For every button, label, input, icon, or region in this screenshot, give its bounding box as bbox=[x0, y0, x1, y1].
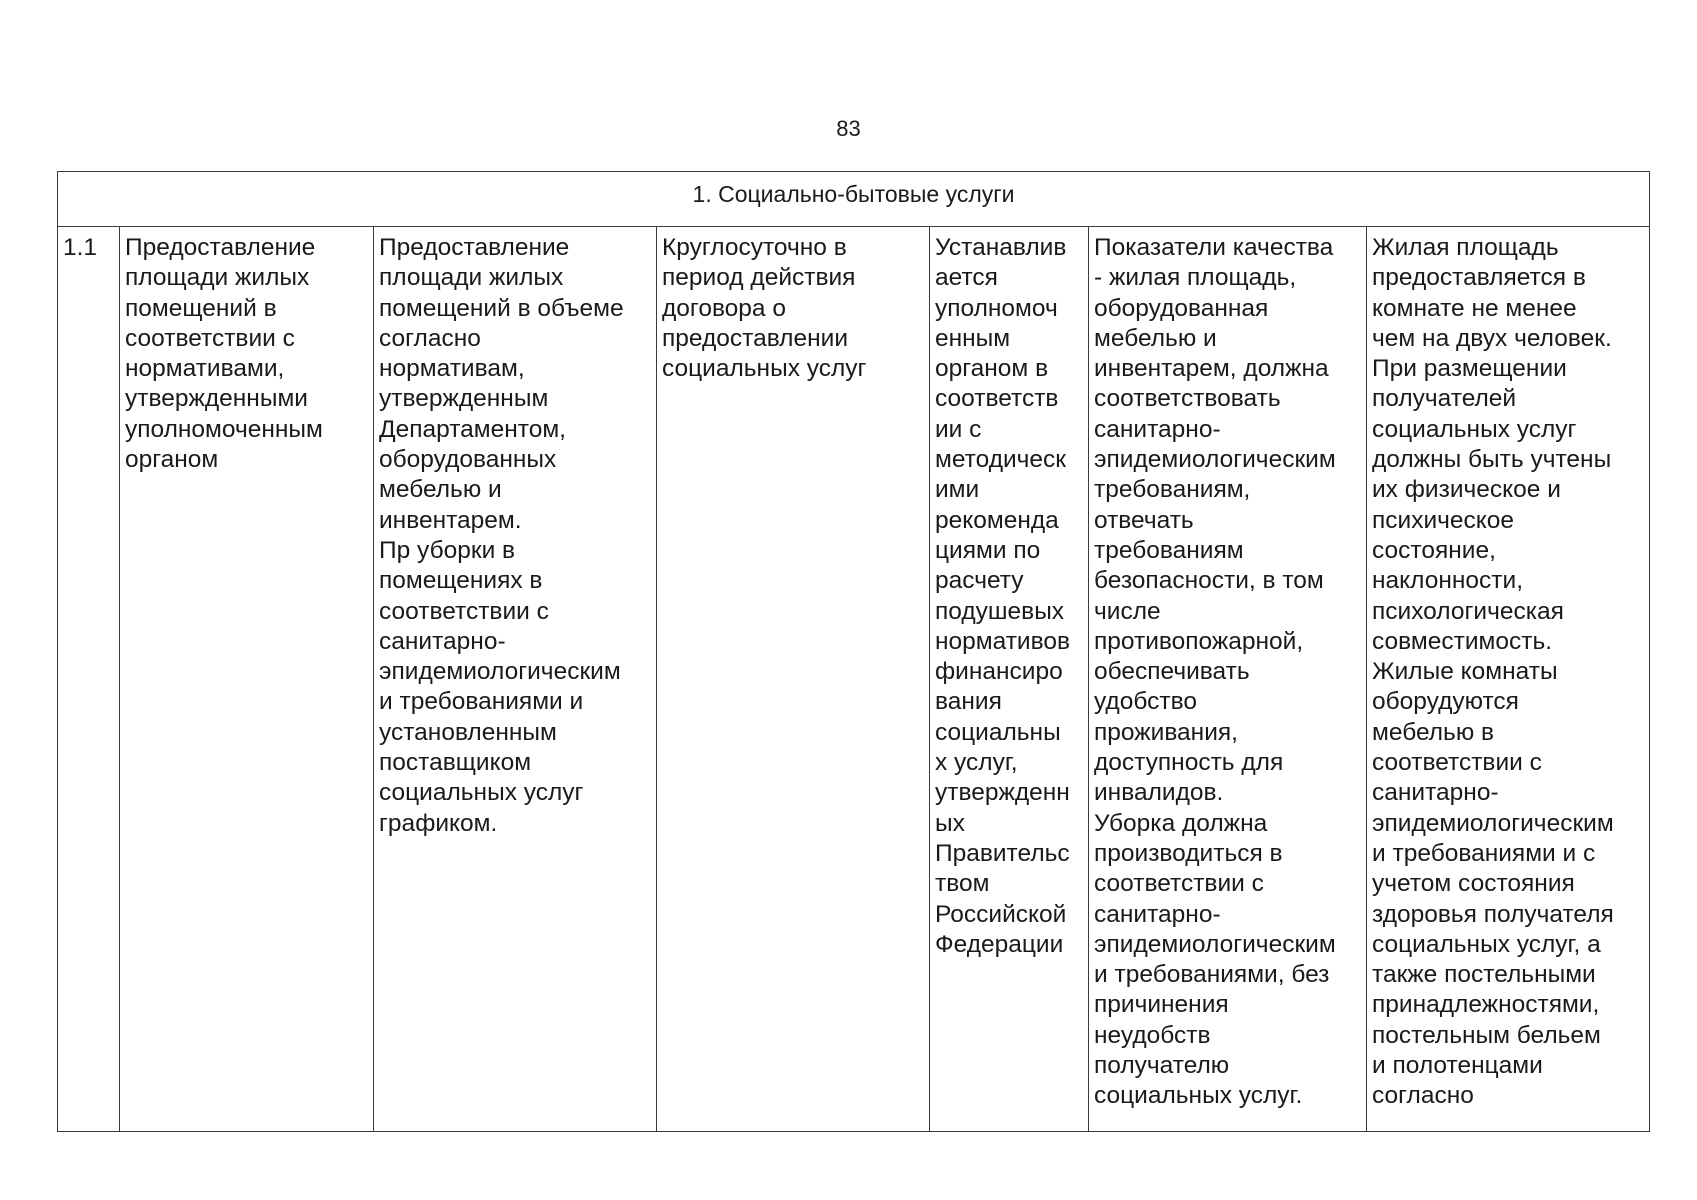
services-table bbox=[57, 171, 1650, 1132]
section-header-row bbox=[58, 172, 1650, 227]
timing-cell: Круглосуточно в период действия договора о предоставлении социальных услуг bbox=[657, 227, 930, 1132]
service-description-cell: Предоставление площади жилых помещений в объеме согласно нормативам, утвержденным Департаментом, оборудованных мебелью и инвентарем. Пр уборки в помещениях в соответствии с санитарно- эпидемиологическим и требованиями и установленным поставщиком социальных услуг графиком. bbox=[374, 227, 657, 1132]
table-row bbox=[58, 227, 1650, 1132]
section-title: 1. Социально-бытовые услуги bbox=[58, 172, 1650, 227]
row-number: 1.1 bbox=[58, 227, 120, 1132]
norm-cell: Устанавлив ается уполномоч енным органом в соответств ии с методическ ими рекоменда циями по расчету подушевых нормативов финансиро вания социальны х услуг, утвержденн ых Правительс твом Российской Федерации bbox=[930, 227, 1089, 1132]
conditions-cell: Жилая площадь предоставляется в комнате не менее чем на двух человек. При размещении получателей социальных услуг должны быть учтены их физическое и психическое состояние, наклонности, психологическая совместимость. Жилые комнаты оборудуются мебелью в соответствии с санитарно- эпидемиологическим и требованиями и с учетом состояния здоровья получателя социальных услуг, а также постельными принадлежностями, постельным бельем и полотенцами согласно bbox=[1367, 227, 1650, 1132]
page-number: 83 bbox=[836, 116, 861, 141]
quality-indicators-cell: Показатели качества - жилая площадь, оборудованная мебелью и инвентарем, должна соответствовать санитарно- эпидемиологическим требованиям, отвечать требованиям безопасности, в том числе противопожарной, обеспечивать удобство проживания, доступность для инвалидов. Уборка должна производиться в соответствии с санитарно- эпидемиологическим и требованиями, без причинения неудобств получателю социальных услуг. bbox=[1089, 227, 1367, 1132]
service-name-cell: Предоставление площади жилых помещений в соответствии с нормативами, утвержденными уполномоченным органом bbox=[120, 227, 374, 1132]
